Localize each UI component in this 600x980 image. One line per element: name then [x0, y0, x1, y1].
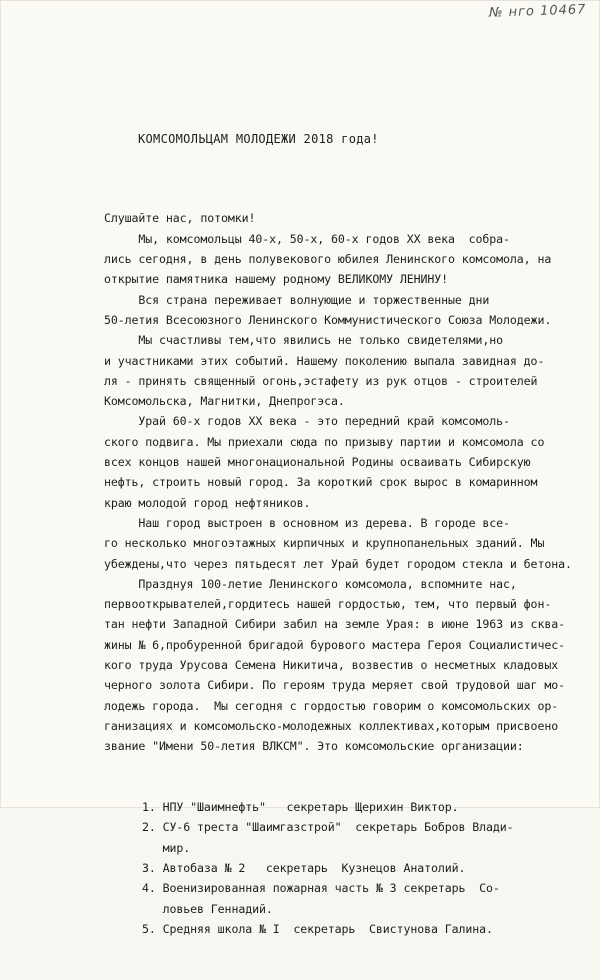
organization-list — [142, 797, 574, 939]
text-line: всех концов нашей многонациональной Родины осваивать Сибирскую — [104, 455, 531, 470]
paragraph — [104, 330, 574, 411]
paragraphs — [104, 208, 574, 756]
list-item-line: 3. Автобаза № 2 секретарь Кузнецов Анатолий. — [142, 860, 466, 875]
list-item — [142, 797, 574, 817]
list-item — [142, 817, 574, 858]
text-line: кого труда Урусова Семена Никитича, возвестив о несметных кладовых — [104, 658, 559, 673]
text-line: Комсомольска, Магнитки, Днепрогэса. — [104, 394, 345, 409]
text-line: Мы, комсомольцы 40-х, 50-х, 60-х годов XX века собра- — [104, 231, 510, 246]
text-line: Наш город выстроен в основном из дерева. В городе все- — [104, 515, 510, 530]
text-line: ля - принять священный огонь,эстафету из рук отцов - строителей — [104, 373, 538, 388]
list-item — [142, 878, 574, 919]
text-line: Мы счастливы тем,что явились не только свидетелями,но — [104, 333, 504, 348]
text-line: Урай 60-х годов XX века - это передний край комсомоль- — [104, 414, 510, 429]
list-item — [142, 858, 574, 878]
text-line: ского подвига. Мы приехали сюда по призыву партии и комсомола со — [104, 434, 545, 449]
text-line: Празднуя 100-летие Ленинского комсомола, вспомните нас, — [104, 576, 517, 591]
text-line: краю молодой город нефтяников. — [104, 495, 311, 510]
text-line: тан нефти Западной Сибири забил на земле Урая: в июне 1963 из сква- — [104, 617, 565, 632]
letter-body — [104, 88, 574, 980]
paragraph — [104, 290, 574, 331]
list-item — [142, 919, 574, 939]
list-item-line: 1. НПУ "Шаимнефть" секретарь Щерихин Виктор. — [142, 800, 459, 815]
list-item-line: ловьев Геннадий. — [142, 901, 273, 916]
text-line: го несколько многоэтажных кирпичных и крупнопанельных зданий. Мы — [104, 536, 545, 551]
letter-title: КОМСОМОЛЬЦАМ МОЛОДЕЖИ 2018 года! — [138, 131, 379, 146]
text-line: первооткрывателей,гордитесь нашей гордостью, тем, что первый фон- — [104, 597, 552, 612]
list-item-line: 2. СУ-6 треста "Шаимгазстрой" секретарь Бобров Влади- — [142, 820, 514, 835]
text-line: жины № 6,пробуренной бригадой бурового мастера Героя Социалистичес- — [104, 637, 565, 652]
paragraph — [104, 513, 574, 574]
text-line: лись сегодня, в день полувекового юбилея Ленинского комсомола, на — [104, 252, 552, 267]
paragraph — [104, 574, 574, 757]
paragraph — [104, 208, 574, 228]
text-line: убеждены,что через пятьдесят лет Урай будет городом стекла и бетона. — [104, 556, 572, 571]
text-line: нефть, строить новый город. За короткий срок вырос в комаринном — [104, 475, 538, 490]
list-item-line: мир. — [142, 840, 191, 855]
text-line: звание "Имени 50-летия ВЛКСМ". Это комсомольские организации: — [104, 739, 524, 754]
text-line: ганизациях и комсомольско-молодежных коллективах,которым присвоено — [104, 718, 559, 733]
text-line: открытие памятника нашему родному ВЕЛИКОМУ ЛЕНИНУ! — [104, 272, 449, 287]
text-line: Вся страна переживает волнующие и торжественные дни — [104, 292, 490, 307]
paragraph — [104, 229, 574, 290]
text-line: Слушайте нас, потомки! — [104, 211, 256, 226]
list-item-line: 5. Средняя школа № I секретарь Свистунова Галина. — [142, 921, 493, 936]
text-line: и участниками этих событий. Нашему поколению выпала завидная до- — [104, 353, 545, 368]
text-line: 50-летия Всесоюзного Ленинского Коммунистического Союза Молодежи. — [104, 312, 552, 327]
list-item-line: 4. Военизированная пожарная часть № 3 секретарь Со- — [142, 881, 500, 896]
text-line: лодежь города. Мы сегодня с гордостью говорим о комсомольских ор- — [104, 698, 559, 713]
paragraph — [104, 411, 574, 512]
archive-stamp: № нго 10467 — [488, 2, 587, 21]
text-line: черного золота Сибири. По героям труда меряет свой трудовой шаг мо- — [104, 678, 565, 693]
